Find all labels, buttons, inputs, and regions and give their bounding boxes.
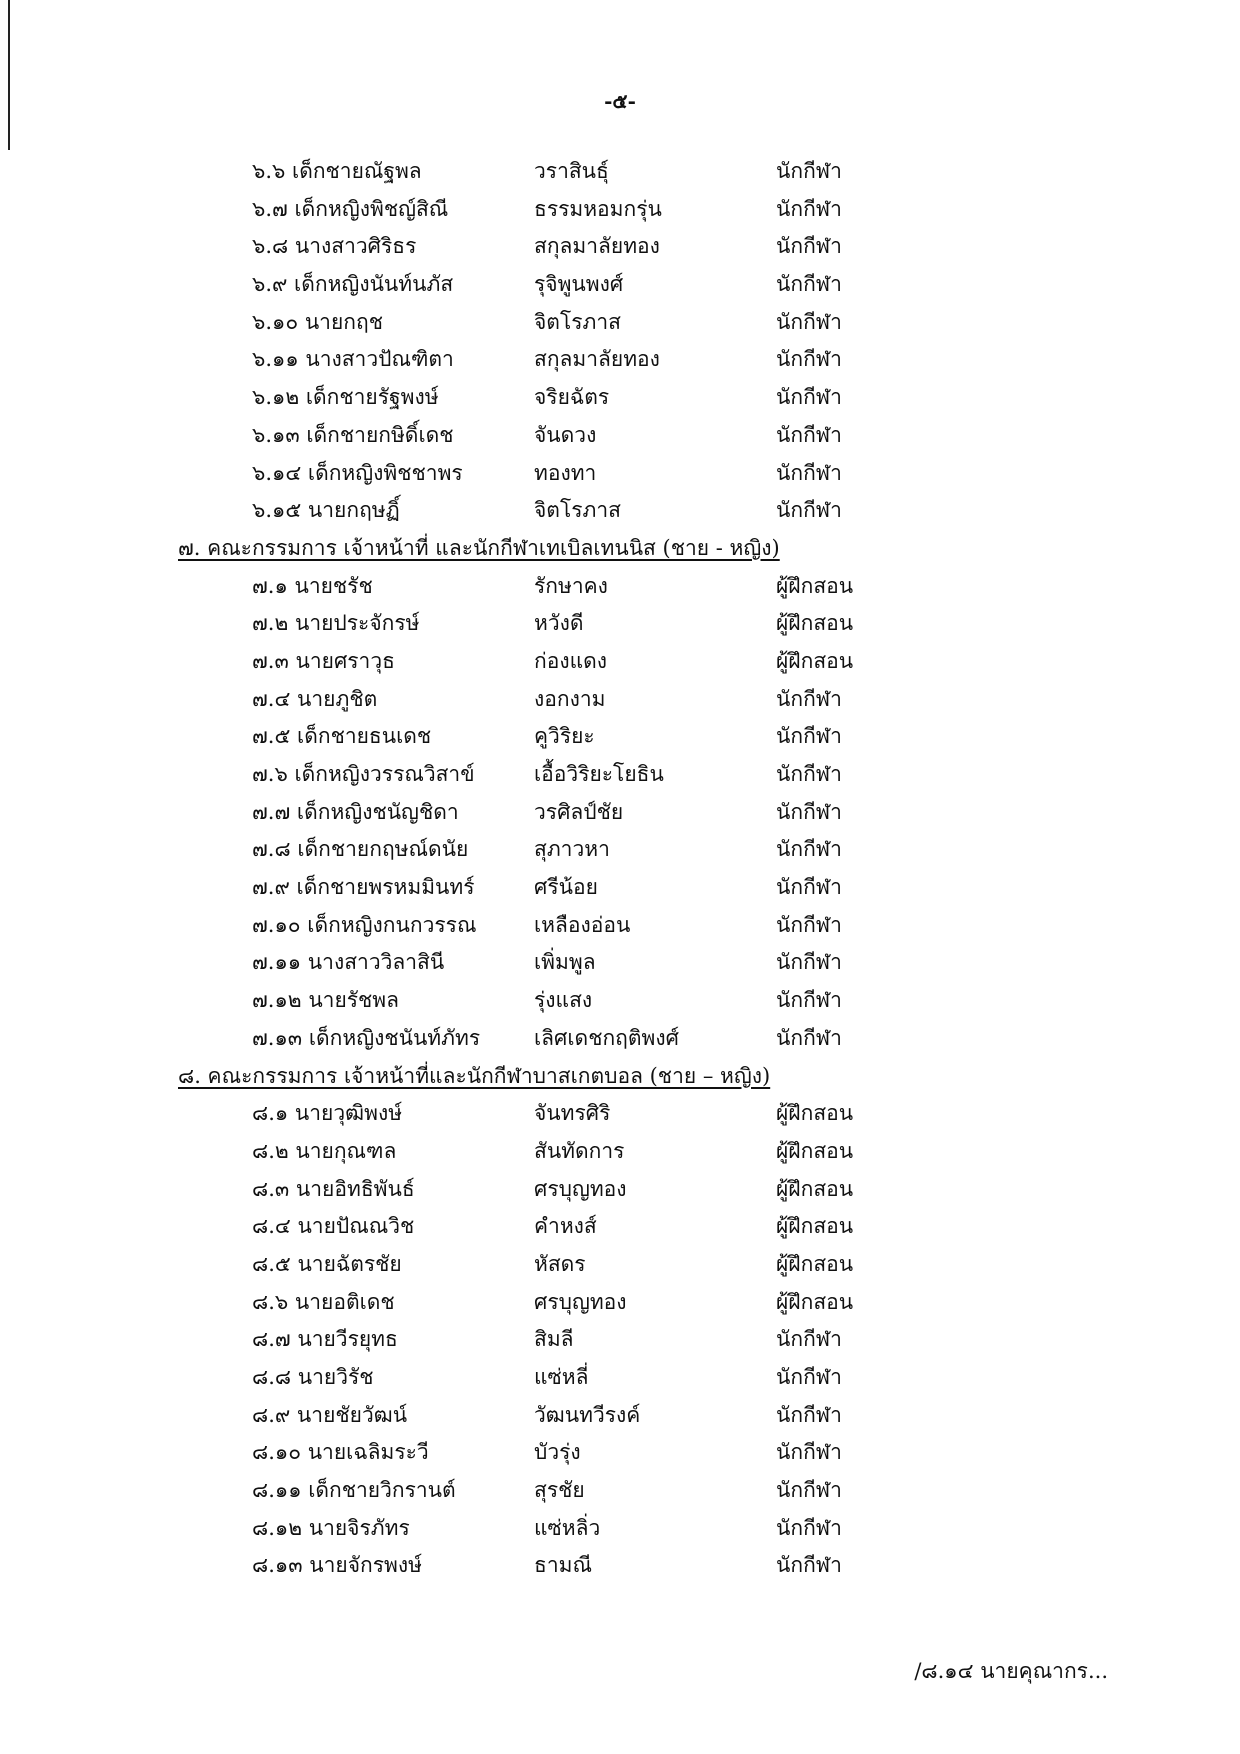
- person-surname: หวังดี: [534, 611, 584, 636]
- person-name: ๗.๕ เด็กชายธนเดช: [252, 724, 432, 749]
- person-role: ผู้ฝึกสอน: [776, 1251, 854, 1276]
- list-row: [0, 794, 1240, 832]
- person-name: ๘.๕ นายฉัตรชัย: [252, 1251, 402, 1276]
- list-row: [0, 1510, 1240, 1548]
- person-name: ๘.๘ นายวิรัช: [252, 1365, 374, 1389]
- person-name: ๘.๑๐ นายเฉลิมระวี: [252, 1440, 429, 1465]
- person-surname: จิตโรภาส: [534, 309, 621, 334]
- list-row: [0, 756, 1240, 794]
- list-row: [0, 568, 1240, 606]
- person-name: ๗.๑ นายชรัช: [252, 573, 373, 598]
- person-role: ผู้ฝึกสอน: [776, 648, 854, 673]
- person-role: ผู้ฝึกสอน: [776, 1214, 854, 1239]
- person-name: ๗.๓ นายศราวุธ: [252, 648, 395, 673]
- section-7-heading: [0, 530, 1240, 568]
- person-surname: สุรชัย: [534, 1478, 585, 1503]
- person-role: นักกีฬา: [776, 347, 842, 372]
- person-role: นักกีฬา: [776, 422, 842, 447]
- person-name: ๗.๙ เด็กชายพรหมมินทร์: [252, 875, 475, 900]
- person-surname: แซ่หลี่: [534, 1365, 589, 1389]
- person-role: นักกีฬา: [776, 1515, 842, 1540]
- person-surname: สิมลี: [534, 1327, 574, 1352]
- list-row: [0, 1133, 1240, 1171]
- list-row: [0, 417, 1240, 455]
- person-surname: เอื้อวิริยะโยธิน: [534, 762, 664, 786]
- section-8-list: [0, 1095, 1240, 1585]
- person-surname: วรศิลป์ชัย: [534, 799, 624, 824]
- person-surname: ศรบุญทอง: [534, 1289, 627, 1314]
- person-role: นักกีฬา: [776, 460, 842, 485]
- person-surname: จันทรศิริ: [534, 1101, 611, 1126]
- person-name: ๗.๑๐ เด็กหญิงกนกวรรณ: [252, 912, 477, 937]
- person-surname: สันทัดการ: [534, 1138, 625, 1163]
- list-row: [0, 1171, 1240, 1209]
- person-name: ๘.๒ นายกุณฑล: [252, 1138, 397, 1163]
- person-surname: รักษาคง: [534, 573, 608, 598]
- list-row: [0, 907, 1240, 945]
- person-surname: สกุลมาลัยทอง: [534, 347, 660, 372]
- list-row: [0, 605, 1240, 643]
- person-role: นักกีฬา: [776, 159, 842, 183]
- person-surname: รุจิพูนพงศ์: [534, 272, 624, 297]
- person-surname: คูวิริยะ: [534, 724, 595, 749]
- person-name: ๗.๒ นายประจักรษ์: [252, 611, 420, 636]
- list-row: [0, 1397, 1240, 1435]
- person-name: ๘.๔ นายปัณณวิช: [252, 1214, 415, 1239]
- section-7-heading-text: ๗. คณะกรรมการ เจ้าหน้าที่ และนักกีฬาเทเบิลเทนนิส (ชาย - หญิง): [178, 535, 780, 560]
- list-row: [0, 341, 1240, 379]
- person-surname: ศรบุญทอง: [534, 1176, 627, 1201]
- person-role: ผู้ฝึกสอน: [776, 1176, 854, 1201]
- person-name: ๘.๑ นายวุฒิพงษ์: [252, 1101, 403, 1126]
- list-row: [0, 944, 1240, 982]
- person-role: นักกีฬา: [776, 1440, 842, 1465]
- person-name: ๘.๖ นายอติเดช: [252, 1289, 395, 1314]
- person-name: ๖.๑๐ นายกฤช: [252, 309, 383, 334]
- person-role: นักกีฬา: [776, 762, 842, 786]
- person-surname: ธรรมหอมกรุ่น: [534, 196, 662, 221]
- person-surname: วราสินธุ์: [534, 159, 609, 183]
- person-surname: สกุลมาลัยทอง: [534, 234, 660, 259]
- section-7-list: [0, 568, 1240, 1058]
- binding-edge-line: [8, 0, 10, 150]
- person-role: นักกีฬา: [776, 1402, 842, 1427]
- person-name: ๖.๑๒ เด็กชายรัฐพงษ์: [252, 385, 439, 410]
- list-row: [0, 681, 1240, 719]
- person-role: ผู้ฝึกสอน: [776, 611, 854, 636]
- person-surname: เลิศเดชกฤติพงศ์: [534, 1025, 679, 1050]
- person-name: ๗.๑๑ นางสาววิลาสินี: [252, 950, 445, 975]
- person-role: ผู้ฝึกสอน: [776, 1101, 854, 1126]
- list-row: [0, 1321, 1240, 1359]
- person-name: ๖.๑๔ เด็กหญิงพิชชาพร: [252, 460, 463, 485]
- person-surname: จริยฉัตร: [534, 385, 610, 410]
- person-name: ๘.๙ นายชัยวัฒน์: [252, 1402, 408, 1427]
- member-list: [0, 153, 1240, 1585]
- person-surname: งอกงาม: [534, 686, 606, 711]
- list-row: [0, 379, 1240, 417]
- list-row: [0, 1472, 1240, 1510]
- list-row: [0, 982, 1240, 1020]
- person-name: ๗.๑๓ เด็กหญิงชนันท์ภัทร: [252, 1025, 481, 1050]
- person-role: นักกีฬา: [776, 1365, 842, 1389]
- person-surname: เหลืองอ่อน: [534, 912, 631, 937]
- person-name: ๗.๘ เด็กชายกฤษณ์ดนัย: [252, 837, 469, 862]
- person-name: ๖.๑๓ เด็กชายกษิดิ์เดช: [252, 422, 454, 447]
- person-role: นักกีฬา: [776, 385, 842, 410]
- list-row: [0, 1359, 1240, 1397]
- person-role: นักกีฬา: [776, 686, 842, 711]
- person-name: ๖.๑๑ นางสาวปัณฑิตา: [252, 347, 454, 372]
- person-role: นักกีฬา: [776, 837, 842, 862]
- person-role: ผู้ฝึกสอน: [776, 1138, 854, 1163]
- person-name: ๖.๑๕ นายกฤษฏิ์: [252, 498, 400, 523]
- person-role: นักกีฬา: [776, 234, 842, 259]
- person-surname: บัวรุ่ง: [534, 1440, 581, 1465]
- person-name: ๖.๙ เด็กหญิงนันท์นภัส: [252, 272, 454, 297]
- continuation-note: /๘.๑๔ นายคุณากร...: [914, 1659, 1108, 1683]
- list-row: [0, 1208, 1240, 1246]
- list-row: [0, 304, 1240, 342]
- person-name: ๗.๗ เด็กหญิงชนัญชิดา: [252, 799, 459, 824]
- list-row: [0, 643, 1240, 681]
- person-role: นักกีฬา: [776, 875, 842, 900]
- person-role: นักกีฬา: [776, 1478, 842, 1503]
- person-name: ๗.๖ เด็กหญิงวรรณวิสาข์: [252, 762, 475, 786]
- person-surname: สุภาวหา: [534, 837, 610, 862]
- list-row: [0, 1547, 1240, 1585]
- list-row: [0, 1284, 1240, 1322]
- person-name: ๖.๗ เด็กหญิงพิชญ์สิณี: [252, 196, 449, 221]
- person-role: นักกีฬา: [776, 272, 842, 297]
- list-row: [0, 1434, 1240, 1472]
- person-role: นักกีฬา: [776, 1025, 842, 1050]
- person-name: ๗.๔ นายภูชิต: [252, 686, 378, 711]
- section-6-list: [0, 153, 1240, 530]
- person-role: นักกีฬา: [776, 309, 842, 334]
- person-role: นักกีฬา: [776, 799, 842, 824]
- person-role: นักกีฬา: [776, 988, 842, 1013]
- person-surname: รุ่งแสง: [534, 988, 593, 1013]
- list-row: [0, 191, 1240, 229]
- page-number: -๕-: [604, 89, 636, 113]
- person-role: นักกีฬา: [776, 724, 842, 749]
- person-surname: แซ่หลิ่ว: [534, 1515, 601, 1540]
- list-row: [0, 1020, 1240, 1058]
- person-role: นักกีฬา: [776, 1327, 842, 1352]
- person-name: ๗.๑๒ นายรัชพล: [252, 988, 400, 1013]
- person-surname: ทองทา: [534, 460, 597, 485]
- person-role: นักกีฬา: [776, 1553, 842, 1578]
- person-surname: วัฒนทวีรงค์: [534, 1402, 641, 1427]
- list-row: [0, 455, 1240, 493]
- person-surname: ก่องแดง: [534, 648, 608, 673]
- person-name: ๘.๑๒ นายจิรภัทร: [252, 1515, 410, 1540]
- list-row: [0, 153, 1240, 191]
- person-role: ผู้ฝึกสอน: [776, 573, 854, 598]
- person-name: ๘.๑๑ เด็กชายวิกรานต์: [252, 1478, 456, 1503]
- list-row: [0, 266, 1240, 304]
- list-row: [0, 228, 1240, 266]
- person-surname: ศรีน้อย: [534, 875, 598, 900]
- list-row: [0, 1095, 1240, 1133]
- list-row: [0, 492, 1240, 530]
- person-name: ๘.๗ นายวีรยุทธ: [252, 1327, 398, 1352]
- section-8-heading-text: ๘. คณะกรรมการ เจ้าหน้าที่และนักกีฬาบาสเกตบอล (ชาย – หญิง): [178, 1063, 771, 1088]
- list-row: [0, 1246, 1240, 1284]
- section-8-heading: [0, 1058, 1240, 1096]
- person-surname: จิตโรภาส: [534, 498, 621, 523]
- list-row: [0, 869, 1240, 907]
- person-name: ๘.๓ นายอิทธิพันธ์: [252, 1176, 415, 1201]
- person-role: ผู้ฝึกสอน: [776, 1289, 854, 1314]
- person-name: ๘.๑๓ นายจักรพงษ์: [252, 1553, 422, 1578]
- list-row: [0, 831, 1240, 869]
- person-surname: หัสดร: [534, 1251, 586, 1276]
- person-surname: ธามณี: [534, 1553, 592, 1578]
- list-row: [0, 718, 1240, 756]
- person-role: นักกีฬา: [776, 912, 842, 937]
- person-role: นักกีฬา: [776, 498, 842, 523]
- person-name: ๖.๖ เด็กชายณัฐพล: [252, 159, 422, 183]
- person-name: ๖.๘ นางสาวศิริธร: [252, 234, 417, 259]
- person-role: นักกีฬา: [776, 950, 842, 975]
- person-surname: จันดวง: [534, 422, 597, 447]
- person-surname: เพิ่มพูล: [534, 950, 596, 975]
- person-role: นักกีฬา: [776, 196, 842, 221]
- person-surname: คำหงส์: [534, 1214, 597, 1239]
